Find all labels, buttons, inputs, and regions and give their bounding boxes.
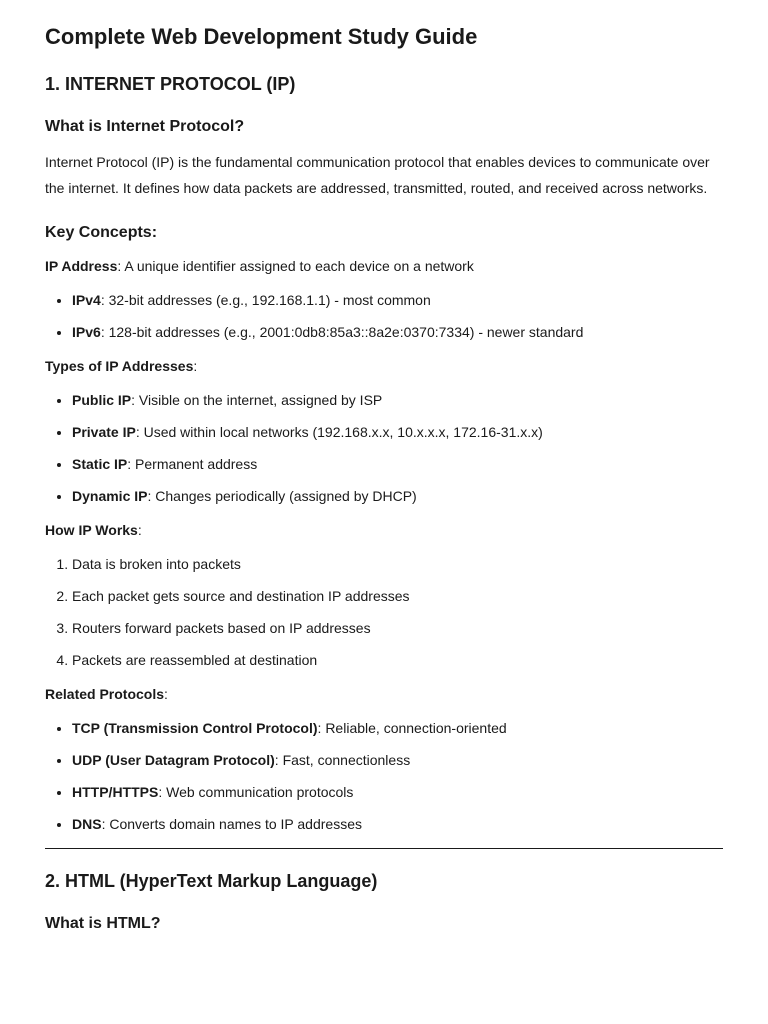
how-label-text: How IP Works xyxy=(45,522,138,538)
list-item-desc: : 32-bit addresses (e.g., 192.168.1.1) - most common xyxy=(100,292,431,308)
how-label: How IP Works: xyxy=(45,522,142,538)
related-label-text: Related Protocols xyxy=(45,686,165,702)
list-item-desc: : Changes periodically (assigned by DHCP) xyxy=(147,488,417,504)
section-heading-html: 2. HTML (HyperText Markup Language) xyxy=(45,871,378,891)
list-item: 1. Data is broken into packets xyxy=(72,554,723,574)
section-heading-ip: 1. INTERNET PROTOCOL (IP) xyxy=(45,74,296,94)
list-item xyxy=(72,718,723,738)
list-item-term: IPv4 xyxy=(72,292,101,308)
list-item xyxy=(72,422,723,442)
subheading-key-concepts: Key Concepts: xyxy=(45,224,158,241)
document-title: Complete Web Development Study Guide xyxy=(45,24,478,49)
related-protocols-list xyxy=(45,718,723,834)
list-item-desc: : Visible on the internet, assigned by ISP xyxy=(131,392,383,408)
list-item-term: Public IP xyxy=(72,392,132,408)
list-item-term: UDP (User Datagram Protocol) xyxy=(72,752,275,768)
list-item-desc: : Reliable, connection-oriented xyxy=(317,720,507,736)
list-item xyxy=(72,486,723,506)
list-item-term: IPv6 xyxy=(72,324,101,340)
list-item-term: DNS xyxy=(72,816,102,832)
types-label: Types of IP Addresses: xyxy=(45,358,198,374)
list-item-desc: : Converts domain names to IP addresses xyxy=(101,816,362,832)
list-item-desc: : 128-bit addresses (e.g., 2001:0db8:85a3::8a2e:0370:7334) - newer standard xyxy=(100,324,584,340)
list-item-term: Dynamic IP xyxy=(72,488,148,504)
subheading-what-is-ip: What is Internet Protocol? xyxy=(45,118,245,135)
subheading-what-is-html: What is HTML? xyxy=(45,915,161,932)
list-item xyxy=(72,290,723,310)
related-label: Related Protocols: xyxy=(45,686,168,702)
list-item xyxy=(72,454,723,474)
ip-versions-list xyxy=(45,290,723,342)
ip-types-list xyxy=(45,390,723,506)
list-item xyxy=(72,390,723,410)
list-item xyxy=(72,750,723,770)
ip-intro-paragraph: Internet Protocol (IP) is the fundamental communication protocol that enables devices to communicate over the internet. It defines how data packets are addressed, transmitted, routed, and received across networks. xyxy=(45,154,710,196)
list-item: 4. Packets are reassembled at destination xyxy=(72,650,723,670)
list-item xyxy=(72,782,723,802)
list-item-term: Static IP xyxy=(72,456,128,472)
section-divider xyxy=(45,848,723,849)
list-item xyxy=(72,814,723,834)
list-item-desc: : Permanent address xyxy=(127,456,258,472)
list-item: 2. Each packet gets source and destination IP addresses xyxy=(72,586,723,606)
list-item-term: Private IP xyxy=(72,424,136,440)
list-item-desc: : Fast, connectionless xyxy=(274,752,411,768)
ip-address-definition xyxy=(45,256,723,276)
list-item-desc: : Web communication protocols xyxy=(158,784,354,800)
list-item-desc: : Used within local networks (192.168.x.x, 10.x.x.x, 172.16-31.x.x) xyxy=(135,424,543,440)
ip-address-desc: : A unique identifier assigned to each device on a network xyxy=(117,258,474,274)
list-item: 3. Routers forward packets based on IP addresses xyxy=(72,618,723,638)
list-item xyxy=(72,322,723,342)
types-label-text: Types of IP Addresses xyxy=(45,358,194,374)
ip-steps-list xyxy=(45,554,723,670)
list-item-term: HTTP/HTTPS xyxy=(72,784,159,800)
ip-address-term: IP Address xyxy=(45,258,118,274)
list-item-term: TCP (Transmission Control Protocol) xyxy=(72,720,318,736)
